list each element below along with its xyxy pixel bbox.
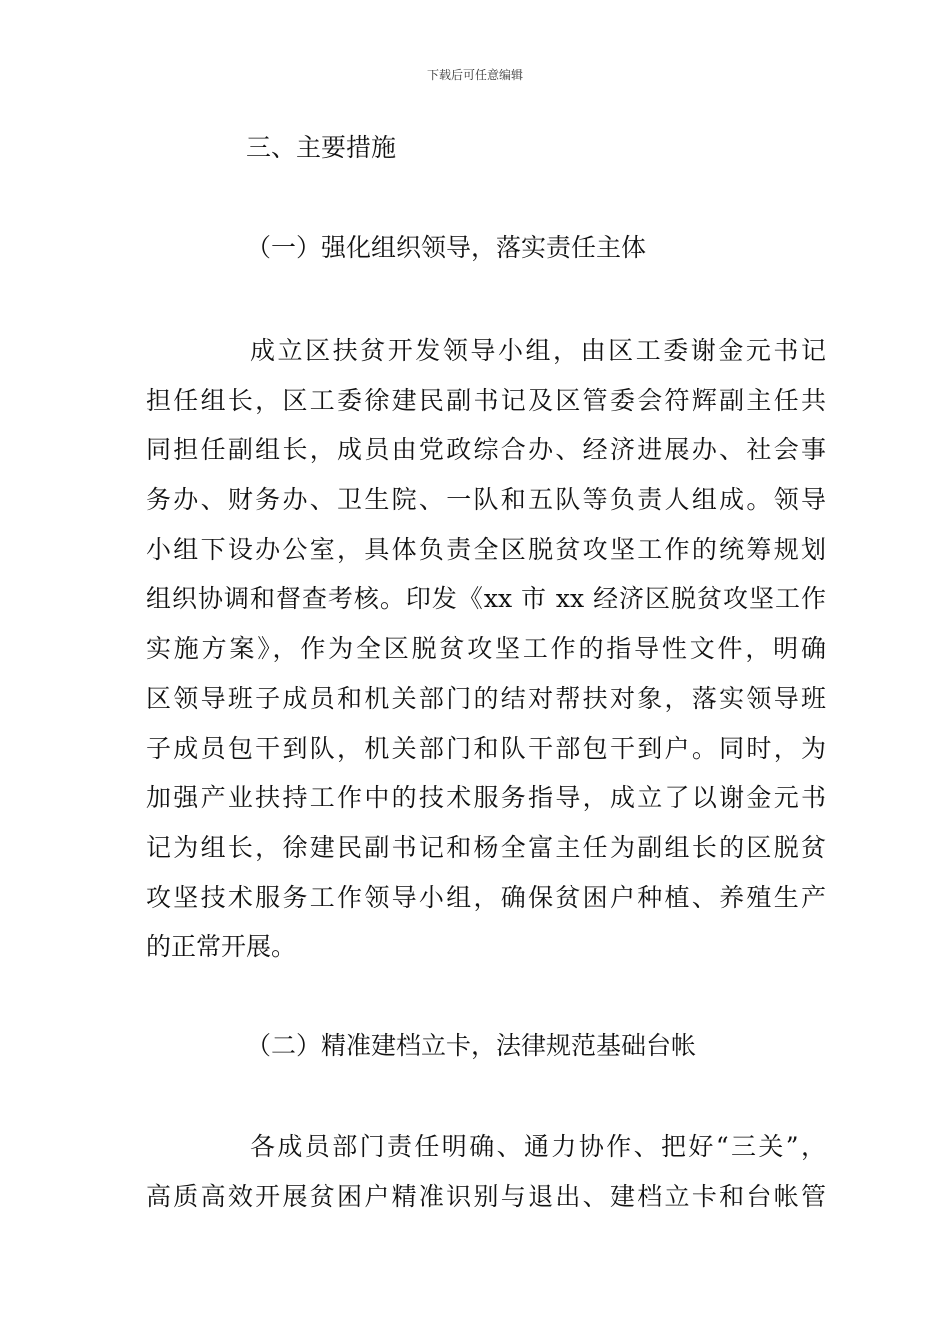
subsection-2-title: （二）精准建档立卡，法律规范基础台帐 <box>246 1031 697 1060</box>
paragraph-line: 攻坚技术服务工作领导小组，确保贫困户种植、养殖生产 <box>146 882 826 912</box>
paragraph-line: 务办、财务办、卫生院、一队和五队等负责人组成。领导 <box>146 485 826 515</box>
paragraph-line: 各成员部门责任明确、通力协作、把好“三关”， <box>250 1132 826 1161</box>
paragraph-line: 高质高效开展贫困户精准识别与退出、建档立卡和台帐管 <box>146 1181 826 1211</box>
subsection-1-title: （一）强化组织领导，落实责任主体 <box>246 233 647 262</box>
subsection-1-paragraph <box>146 326 826 972</box>
paragraph-line: 组织协调和督查考核。印发《xx 市 xx 经济区脱贫攻坚工作 <box>146 584 826 614</box>
section-title: 三、主要措施 <box>246 133 397 162</box>
page-header-note: 下载后可任意编辑 <box>426 68 523 82</box>
paragraph-line: 的正常开展。 <box>146 932 297 962</box>
subsection-2-paragraph <box>146 1122 826 1221</box>
paragraph-line: 加强产业扶持工作中的技术服务指导，成立了以谢金元书 <box>146 783 826 813</box>
paragraph-line: 子成员包干到队，机关部门和队干部包干到户。同时，为 <box>146 733 826 763</box>
paragraph-line: 成立区扶贫开发领导小组，由区工委谢金元书记 <box>250 336 826 365</box>
paragraph-line: 区领导班子成员和机关部门的结对帮扶对象，落实领导班 <box>146 683 826 713</box>
paragraph-line: 同担任副组长，成员由党政综合办、经济进展办、社会事 <box>146 435 826 465</box>
paragraph-line: 实施方案》，作为全区脱贫攻坚工作的指导性文件，明确 <box>146 634 826 664</box>
paragraph-line: 记为组长，徐建民副书记和杨全富主任为副组长的区脱贫 <box>146 832 826 862</box>
paragraph-line: 小组下设办公室，具体负责全区脱贫攻坚工作的统筹规划 <box>146 534 826 564</box>
paragraph-line: 担任组长，区工委徐建民副书记及区管委会符辉副主任共 <box>146 385 826 415</box>
